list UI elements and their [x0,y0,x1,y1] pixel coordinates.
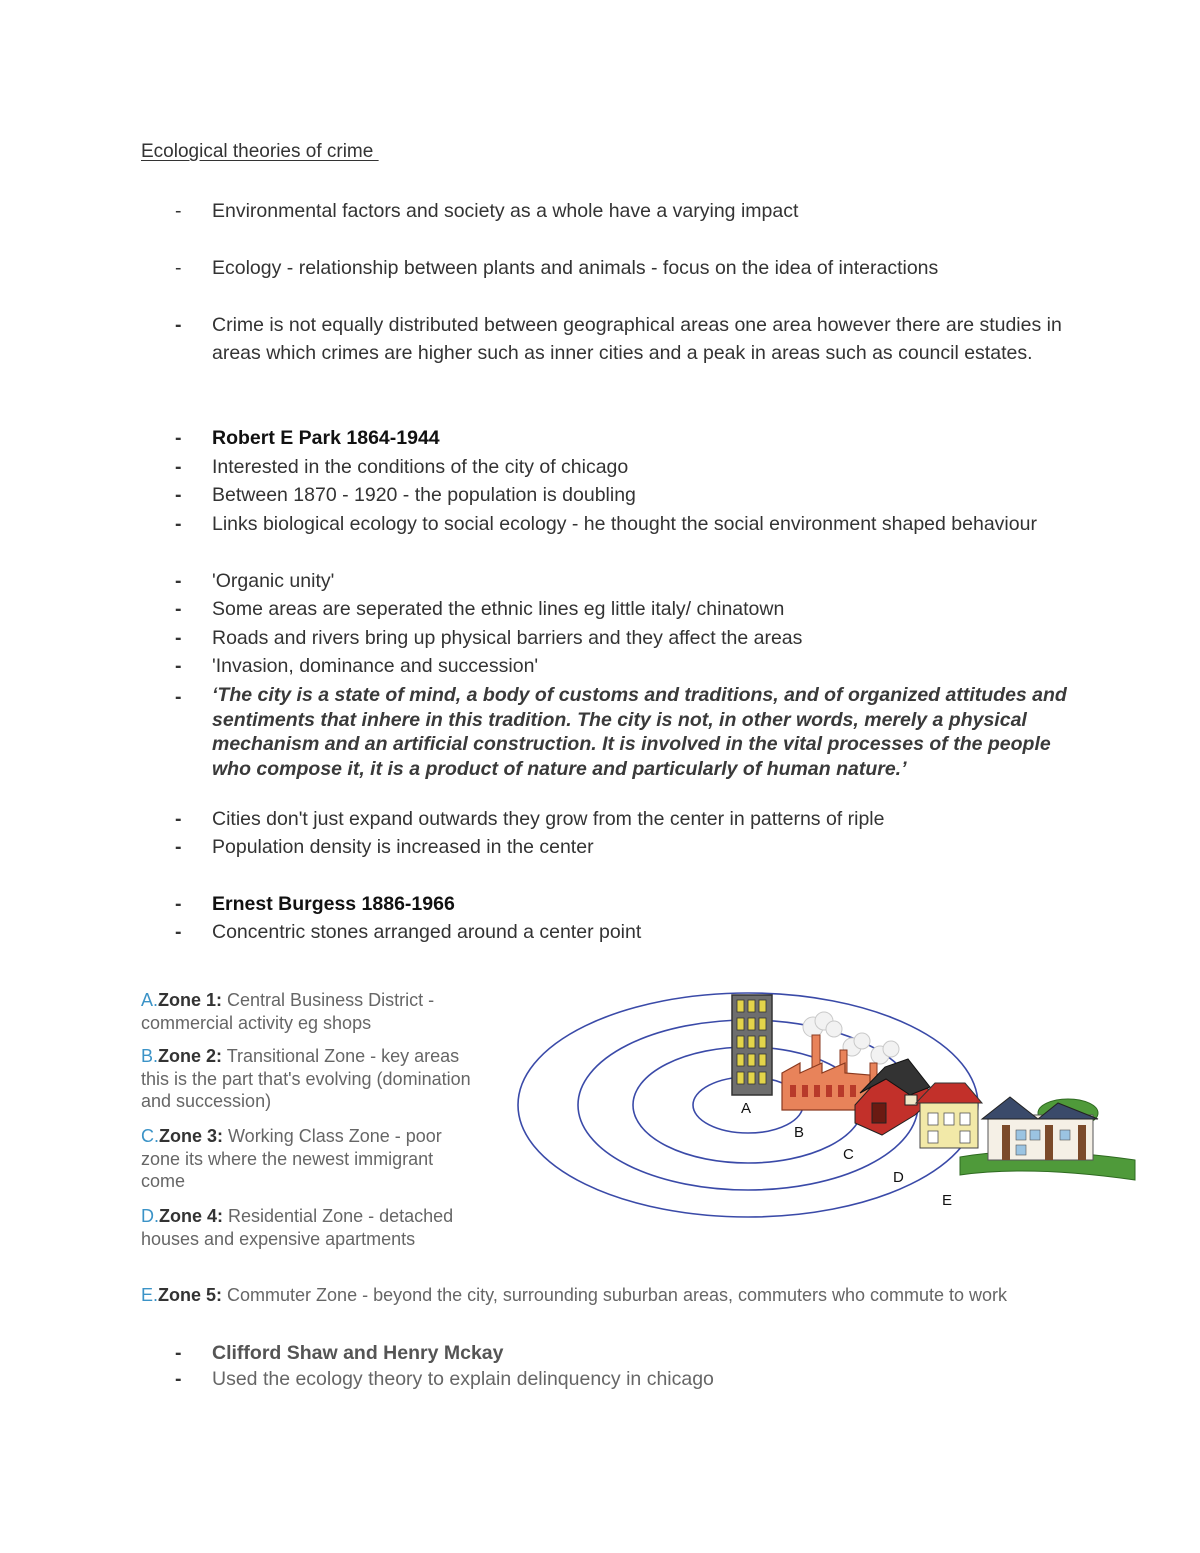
zone-letter: E. [141,1285,159,1305]
bullet-text: Environmental factors and society as a whole have a varying impact [212,200,799,222]
bullet-delinquency-chicago [141,1365,1071,1393]
zone-letter: A. [141,990,159,1010]
bullet-text: 'Organic unity' [212,570,335,592]
quote-text: ‘The city is a state of mind, a body of customs and traditions, and of organized attitudes and sentiments that inhere in this tradition. The city is not, in other words, merely a physical mechanism and an artificial construction. It is involved in the vital processes of the people who compose it, it is a product of nature and particularly of human nature.’ [212,684,1067,780]
bullet-dash: - [175,513,182,535]
bullet-dash: - [175,627,182,649]
bullet-dash: - [175,598,182,620]
bullet-crime-distribution [141,311,1071,368]
zone-3-description [141,1125,476,1193]
bullet-text: Ecology - relationship between plants and animals - focus on the idea of interactions [212,257,939,279]
zone-desc: Working Class Zone - poor zone its where the newest immigrant come [141,1126,442,1192]
bullet-text: Between 1870 - 1920 - the population is doubling [212,484,636,506]
zone-1-description [141,989,476,1034]
ring-label-d: D [893,1169,904,1186]
bullet-dash: - [175,200,182,222]
zone-name: Zone 5: [158,1285,223,1305]
bullet-dash: - [175,655,182,677]
bullet-dash: - [175,808,182,830]
zone-letter: D. [141,1206,159,1226]
ring-label-b: B [794,1124,805,1141]
bullet-dash: - [175,570,182,592]
bullet-dash: - [175,427,182,449]
bullet-text: Links biological ecology to social ecology - he thought the social environment shaped behaviour [212,513,1037,535]
zone-name: Zone 2: [158,1046,223,1066]
bullet-dash: - [175,257,182,279]
bullet-text: Some areas are seperated the ethnic lines eg little italy/ chinatown [212,598,785,620]
bullet-ecology-definition [141,254,1071,282]
bullet-text: Crime is not equally distributed between geographical areas one area however there are studies in areas which crimes are higher such as inner cities and a peak in areas such as council estates. [212,314,1062,365]
zone-desc: Central Business District - commercial activity eg shops [141,990,435,1033]
bullet-dash: - [175,921,182,943]
bullet-text: Population density is increased in the center [212,836,594,858]
bullet-dash: - [175,484,182,506]
zone-5-description [141,1284,1051,1307]
bullet-ethnic-lines [141,595,1071,623]
bullet-text: Robert E Park 1864-1944 [212,427,440,449]
cottage-icon [916,1083,982,1148]
bullet-park-quote [141,683,1071,781]
bullet-physical-barriers [141,624,1071,652]
bullet-shaw-mckay-heading [141,1339,1071,1367]
skyscraper-icon [732,995,772,1095]
bullet-environmental-factors [141,197,1071,225]
bullet-dash: - [175,314,182,336]
bullet-dash: - [175,686,182,708]
bullet-population-density [141,833,1071,861]
bullet-dash: - [175,836,182,858]
bullet-dash: - [175,1342,182,1364]
bullet-concentric-stones [141,918,1071,946]
bullet-chicago-conditions [141,453,1071,481]
bullet-biological-social-ecology [141,510,1071,538]
bullet-text: Clifford Shaw and Henry Mckay [212,1342,504,1364]
bullet-dash: - [175,893,182,915]
bullet-dash: - [175,1368,182,1390]
bullet-ernest-burgess-heading [141,890,1071,918]
bullet-text: Roads and rivers bring up physical barriers and they affect the areas [212,627,803,649]
zone-name: Zone 1: [158,990,223,1010]
page-title: Ecological theories of crime [141,141,379,162]
bullet-organic-unity [141,567,1071,595]
zone-letter: C. [141,1126,159,1146]
zone-name: Zone 4: [159,1206,224,1226]
bullet-cities-ripple [141,805,1071,833]
bullet-text: Concentric stones arranged around a center point [212,921,642,943]
zone-4-description [141,1205,476,1250]
bullet-invasion-dominance [141,652,1071,680]
bullet-population-doubling [141,481,1071,509]
zone-2-description [141,1045,476,1113]
bullet-text: Cities don't just expand outwards they grow from the center in patterns of riple [212,808,885,830]
ring-label-c: C [843,1146,854,1163]
bullet-text: 'Invasion, dominance and succession' [212,655,539,677]
concentric-zone-diagram [510,985,1150,1230]
zone-desc: Transitional Zone - key areas this is the part that's evolving (domination and succession) [141,1046,471,1112]
zone-letter: B. [141,1046,159,1066]
bullet-text: Interested in the conditions of the city of chicago [212,456,629,478]
zone-desc: Residential Zone - detached houses and expensive apartments [141,1206,454,1249]
bullet-robert-park-heading [141,424,1071,452]
bullet-text: Used the ecology theory to explain delinquency in chicago [212,1368,714,1390]
bullet-text: Ernest Burgess 1886-1966 [212,893,455,915]
ring-label-a: A [741,1100,752,1117]
suburban-house-icon [960,1097,1135,1180]
bullet-dash: - [175,456,182,478]
ring-label-e: E [942,1192,953,1209]
zone-name: Zone 3: [159,1126,224,1146]
zone-desc: Commuter Zone - beyond the city, surrounding suburban areas, commuters who commute to work [222,1285,1008,1305]
